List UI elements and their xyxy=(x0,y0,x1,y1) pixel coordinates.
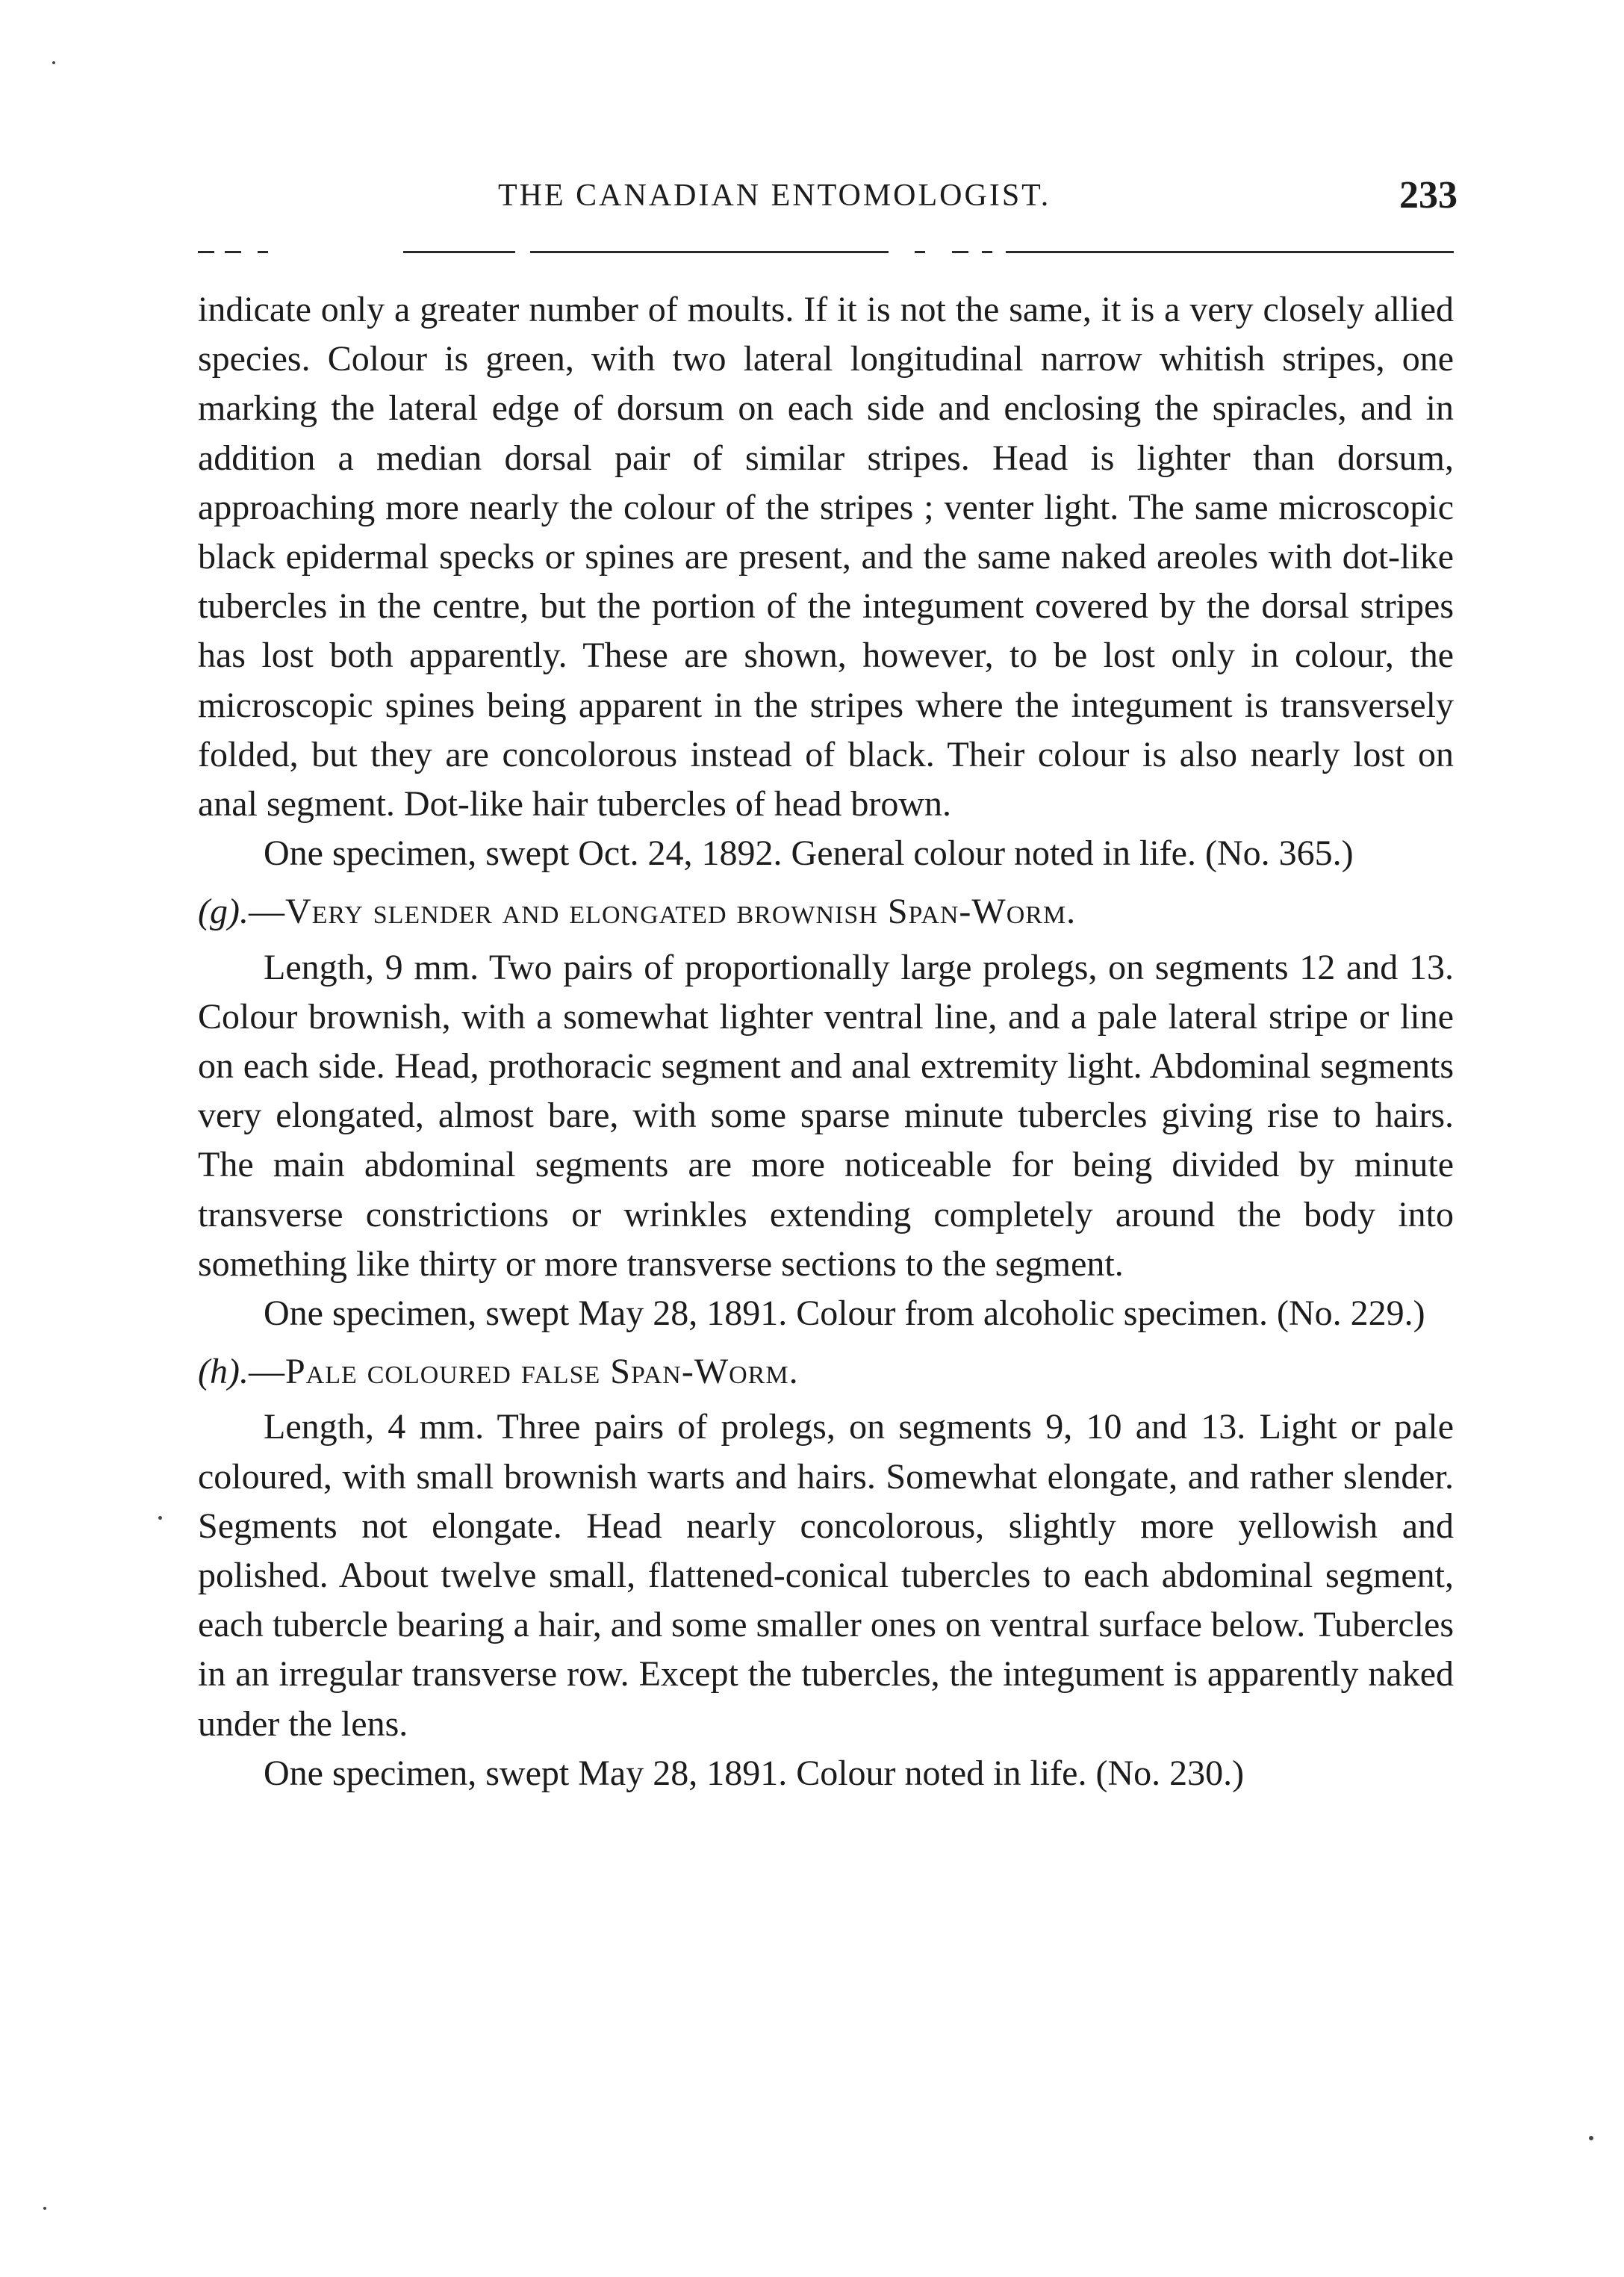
section-letter-g: (g). xyxy=(198,892,249,932)
scan-speck xyxy=(43,2207,46,2210)
section-heading-h xyxy=(198,1347,1454,1397)
paragraph-specimen-230: One specimen, swept May 28, 1891. Colour noted in life. (No. 230.) xyxy=(264,1753,1245,1793)
section-heading-g xyxy=(198,887,1454,936)
section-title-h: —Pale coloured false Span-Worm. xyxy=(248,1352,799,1392)
section-title-g: —Very slender and elongated brownish Span-Worm. xyxy=(248,892,1077,932)
paragraph-description-g: Length, 9 mm. Two pairs of proportionally large prolegs, on segments 12 and 13. Colour brownish, with a somewhat lighter ventral line, and a pale lateral stripe or line on each side. Head, prothoracic segment and anal extremity light. Abdominal segments very elongated, almost bare, with some sparse minute tubercles giving rise to hairs. The main abdominal segments are more noticeable for being divided by minute transverse constrictions or wrinkles extending completely around the body into something like thirty or more transverse sections to the segment. xyxy=(198,947,1454,1284)
header-rule xyxy=(198,251,1454,253)
paragraph-specimen-229: One specimen, swept May 28, 1891. Colour from alcoholic specimen. (No. 229.) xyxy=(264,1293,1425,1334)
section-letter-h: (h). xyxy=(198,1352,249,1392)
scan-speck xyxy=(158,1516,162,1520)
paragraph-continued: indicate only a greater number of moults. If it is not the same, it is a very closely allied species. Colour is green, with two lateral longitudinal narrow whitish stripes, one marking the lateral edge of dorsum on each side and enclosing the spiracles, and in addition a median dorsal pair of similar stripes. Head is lighter than dorsum, approaching more nearly the colour of the stripes ; venter light. The same microscopic black epidermal specks or spines are present, and the same naked areoles with dot-like tubercles in the centre, but the portion of the integument covered by the dorsal stripes has lost both apparently. These are shown, however, to be lost only in colour, the microscopic spines being apparent in the stripes where the integument is transversely folded, but they are concolorous instead of black. Their colour is also nearly lost on anal segment. Dot-like hair tubercles of head brown. xyxy=(198,290,1454,824)
running-head: THE CANADIAN ENTOMOLOGIST. xyxy=(498,178,1051,213)
scan-speck xyxy=(52,61,55,64)
paragraph-specimen-365: One specimen, swept Oct. 24, 1892. General colour noted in life. (No. 365.) xyxy=(264,833,1354,874)
page-number: 233 xyxy=(1399,174,1457,217)
main-text xyxy=(198,285,1454,1798)
page-header xyxy=(196,174,1457,232)
paragraph-description-h: Length, 4 mm. Three pairs of prolegs, on segments 9, 10 and 13. Light or pale coloured, with small brownish warts and hairs. Somewhat elongate, and rather slender. Segments not elongate. Head nearly concolorous, slightly more yellowish and polished. About twelve small, flattened-conical tubercles to each abdominal segment, each tubercle bearing a hair, and some smaller ones on ventral surface below. Tubercles in an irregular transverse row. Except the tubercles, the integument is apparently naked under the lens. xyxy=(198,1407,1454,1744)
scan-speck xyxy=(1589,2136,1593,2140)
